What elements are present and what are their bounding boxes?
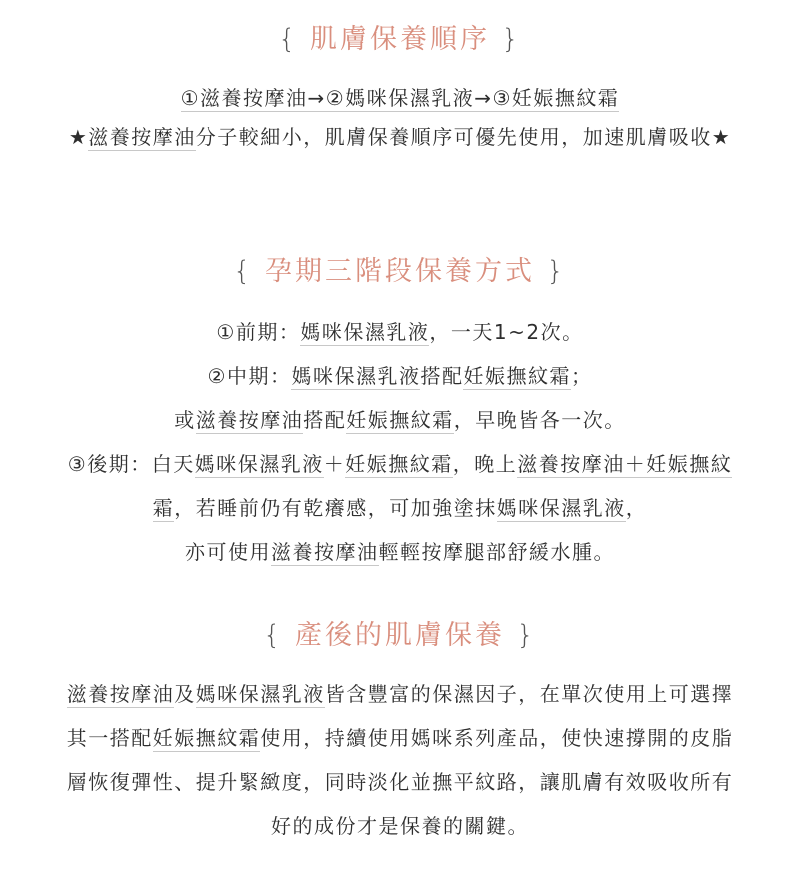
text: 好的成份才是保養的關鍵。 bbox=[271, 814, 529, 838]
underlined-text: 媽咪保濕乳液 bbox=[195, 682, 325, 706]
text: 分子較細小，肌膚保養順序可優先使用，加速肌膚吸收★ bbox=[195, 125, 732, 149]
star-text: ★ bbox=[68, 125, 89, 149]
postpartum-line bbox=[0, 808, 800, 844]
text: ＋ bbox=[323, 452, 346, 476]
text: 亦可使用 bbox=[185, 540, 271, 564]
stage-line bbox=[0, 490, 800, 526]
text: 搭配 bbox=[303, 408, 347, 432]
underlined-text: ①滋養按摩油→②媽咪保濕乳液→③妊娠撫紋霜 bbox=[180, 86, 620, 110]
brace-close: } bbox=[501, 24, 522, 55]
underlined-text: 媽咪保濕乳液 bbox=[300, 320, 430, 344]
stage-line bbox=[0, 446, 800, 482]
brace-open: { bbox=[233, 256, 254, 287]
text: ，早晚皆各一次。 bbox=[453, 408, 626, 432]
underlined-text: 媽咪保濕乳液 bbox=[194, 452, 324, 476]
brace-open: { bbox=[263, 620, 284, 651]
underlined-text: 滋養按摩油 bbox=[271, 540, 379, 564]
underlined-text: 滋養按摩油 bbox=[195, 408, 304, 432]
underlined-text: 滋養按摩油 bbox=[517, 452, 625, 476]
order-line bbox=[0, 80, 800, 116]
text: 使用，持續使用媽咪系列產品，使快速撐開的皮脂 bbox=[260, 726, 734, 750]
underlined-text: 滋養按摩油 bbox=[66, 682, 175, 706]
text: ，晚上 bbox=[452, 452, 518, 476]
postpartum-line bbox=[0, 676, 800, 712]
order-note-line bbox=[0, 119, 800, 155]
text: 輕輕按摩腿部舒緩水腫。 bbox=[378, 540, 615, 564]
text: ③後期：白天 bbox=[67, 452, 195, 476]
underlined-text: ＋妊娠撫紋 bbox=[624, 452, 733, 476]
section-heading-skincare-order bbox=[0, 22, 800, 58]
heading-title: 肌膚保養順序 bbox=[310, 24, 490, 55]
heading-title: 產後的肌膚保養 bbox=[295, 620, 505, 651]
text: 層恢復彈性、提升緊緻度，同時淡化並撫平紋路，讓肌膚有效吸收所有 bbox=[66, 770, 734, 794]
underlined-text: 妊娠撫紋霜 bbox=[346, 408, 454, 432]
brace-close: } bbox=[546, 256, 567, 287]
text: ； bbox=[570, 364, 593, 388]
text: 及 bbox=[174, 682, 196, 706]
text: ②中期： bbox=[207, 364, 292, 388]
underlined-text: 妊娠撫紋霜 bbox=[152, 726, 261, 750]
text: ，若睡前仍有乾癢感，可加強塗抹 bbox=[174, 496, 497, 520]
section-heading-postpartum bbox=[0, 618, 800, 654]
postpartum-line bbox=[0, 764, 800, 800]
underlined-text: 滋養按摩油 bbox=[88, 125, 196, 149]
text: ①前期： bbox=[216, 320, 301, 344]
underlined-text: 妊娠撫紋霜 bbox=[345, 452, 453, 476]
underlined-text: 妊娠撫紋霜 bbox=[463, 364, 571, 388]
brace-close: } bbox=[516, 620, 537, 651]
stage-line bbox=[0, 314, 800, 350]
underlined-text: 媽咪保濕乳液 bbox=[291, 364, 421, 388]
brace-open: { bbox=[278, 24, 299, 55]
stage-line bbox=[0, 402, 800, 438]
underlined-text: 霜 bbox=[152, 496, 175, 520]
text: 或 bbox=[174, 408, 196, 432]
text: ，一天1~2次。 bbox=[429, 320, 584, 344]
text: 皆含豐富的保濕因子，在單次使用上可選擇 bbox=[324, 682, 734, 706]
underlined-text: 媽咪保濕乳液 bbox=[496, 496, 626, 520]
postpartum-line bbox=[0, 720, 800, 756]
heading-title: 孕期三階段保養方式 bbox=[265, 256, 535, 287]
text: 其一搭配 bbox=[66, 726, 153, 750]
section-heading-pregnancy-stages bbox=[0, 254, 800, 290]
stage-line bbox=[0, 534, 800, 570]
text: 搭配 bbox=[420, 364, 464, 388]
text: ， bbox=[625, 496, 648, 520]
stage-line bbox=[0, 358, 800, 394]
